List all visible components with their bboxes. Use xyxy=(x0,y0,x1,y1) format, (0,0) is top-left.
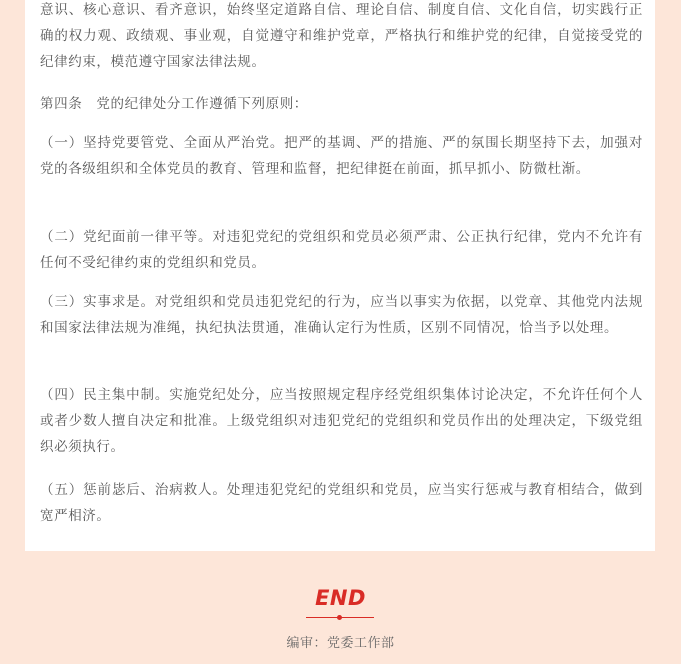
end-dot-icon xyxy=(337,615,342,620)
article-heading: 第四条 党的纪律处分工作遵循下列原则： xyxy=(40,96,308,112)
principle-paragraph-2: （二）党纪面前一律平等。对违犯党纪的党组织和党员必须严肃、公正执行纪律，党内不允许有任何不受纪律约束的党组织和党员。 xyxy=(40,229,643,271)
principle-paragraph-4: （四）民主集中制。实施党纪处分，应当按照规定程序经党组织集体讨论决定，不允许任何个人或者少数人擅自决定和批准。上级党组织对违犯党纪的党组织和党员作出的处理决定，下级党组织必须执行。 xyxy=(40,387,643,455)
principle-paragraph-3: （三）实事求是。对党组织和党员违犯党纪的行为，应当以事实为依据，以党章、其他党内法规和国家法律法规为准绳，执纪执法贯通，准确认定行为性质，区别不同情况，恰当予以处理。 xyxy=(40,294,643,336)
intro-paragraph: 意识、核心意识、看齐意识，始终坚定道路自信、理论自信、制度自信、文化自信，切实践行正确的权力观、政绩观、事业观，自觉遵守和维护党章，严格执行和维护党的纪律，自觉接受党的纪律约束，模范遵守国家法律法规。 xyxy=(40,2,643,70)
principle-paragraph-5: （五）惩前毖后、治病救人。处理违犯党纪的党组织和党员，应当实行惩戒与教育相结合，做到宽严相济。 xyxy=(40,482,643,524)
editor-credit: 编审：党委工作部 xyxy=(286,636,395,651)
end-label: END xyxy=(315,586,366,610)
article-card xyxy=(25,0,655,551)
principle-paragraph-1: （一）坚持党要管党、全面从严治党。把严的基调、严的措施、严的氛围长期坚持下去，加强对党的各级组织和全体党员的教育、管理和监督，把纪律挺在前面，抓早抓小、防微杜渐。 xyxy=(40,135,643,177)
end-mark xyxy=(0,586,681,610)
